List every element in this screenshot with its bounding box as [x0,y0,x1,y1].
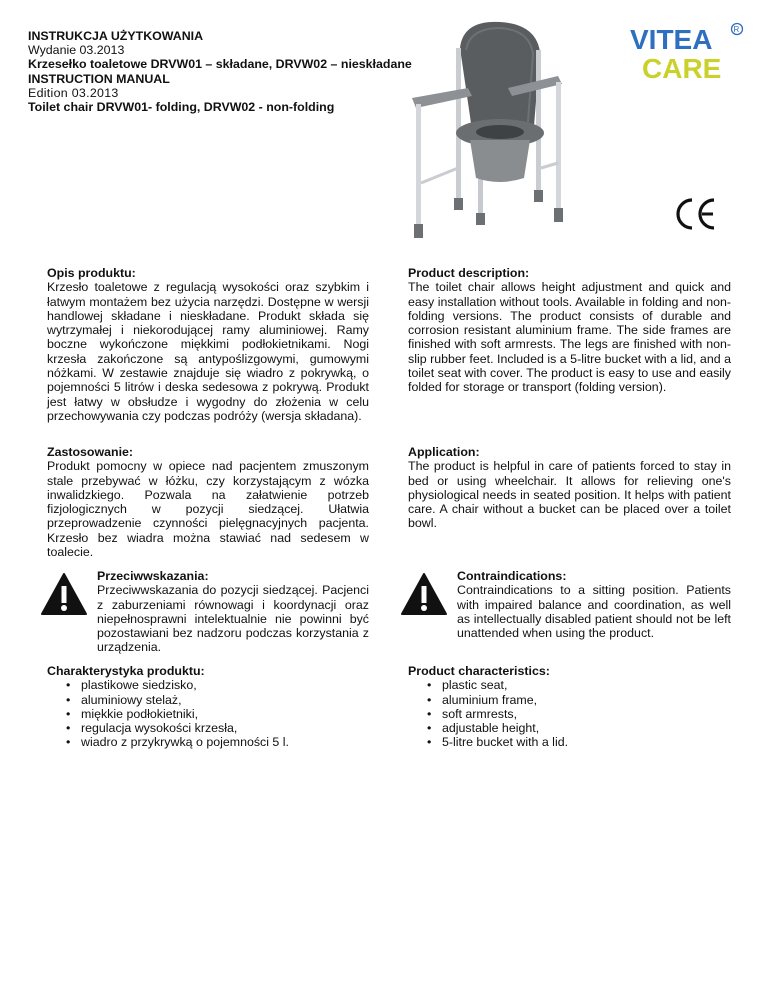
pl-edition: Wydanie 03.2013 [28,43,125,58]
en-characteristics-list [422,678,731,749]
pl-application-text: Produkt pomocny w opiece nad pacjentem zmuszonym stale przebywać w łóżku, czy korzystającym z wózka inwalidzkiego. Pozwala na załatwienie potrzeb fizjologicznych w pozycji siedzącej. Ułatwia przeprowadzenie czynności pielęgnacyjnych pacjenta. Krzesło bez wiadra można stawiać nad sedesem w toalecie. [47,459,369,560]
en-characteristics-section [408,664,731,750]
en-description-section [408,266,731,395]
logo-line2: CARE [642,53,722,82]
toilet-chair-image [408,18,573,255]
list-item: • 5-litre bucket with a lid. [422,735,731,749]
en-title: INSTRUCTION MANUAL [28,71,170,86]
ce-mark-icon [672,196,718,232]
pl-title: INSTRUKCJA UŻYTKOWANIA [28,29,204,43]
pl-description-section [47,266,369,423]
pl-application-section [47,445,369,559]
en-edition: Edition 03.2013 [28,85,119,100]
pl-description-heading: Opis produktu: [47,266,136,280]
pl-characteristics-section [47,664,369,750]
list-item: • plastikowe siedzisko, [61,678,369,692]
list-item: • adjustable height, [422,721,731,735]
list-item: • miękkie podłokietniki, [61,707,369,721]
pl-description-text: Krzesło toaletowe z regulacją wysokości oraz szybkim i łatwym montażem bez użycia narzędzi. Dostępne w wersji handlowej składane i nieskładane. Produkt składa się wytrzymałej i niekorodującej ramy aluminiowej. Ramy boczne wykończone miękkimi podłokietnikami. Nogi krzesła zakończone są antypoślizgowymi, gumowymi nóżkami. W zestawie znajduje się wiadro z pokrywką, o pojemności 5 litrów i deska sedesowa z pokrywą. Produkt jest łatwy w obsłudze i wygodny do złożenia w celu przechowywania czy podczas podróży (wersja składana). [47,280,369,423]
list-item: • soft armrests, [422,707,731,721]
en-contraindications-heading: Contraindications: [457,569,567,583]
pl-characteristics-list [61,678,369,749]
en-contraindications-text: Contraindications to a sitting position. Patients with impaired balance and coordination, as well as intellectually disabled patient should not be left unattended when using the product. [457,583,731,641]
en-application-section [408,445,731,531]
pl-application-heading: Zastosowanie: [47,445,134,459]
pl-characteristics-heading: Charakterystyka produktu: [47,664,205,678]
list-item: • wiadro z przykrywką o pojemności 5 l. [61,735,369,749]
pl-contraindications-text: Przeciwwskazania do pozycji siedzącej. Pacjenci z zaburzeniami równowagi i koordynacji oraz niepełnosprawni intelektualnie nie powinni być pozostawiani bez nadzoru podczas korzystania z urządzenia. [97,583,369,655]
en-description-heading: Product description: [408,266,530,280]
pl-contraindications-section [97,569,369,655]
en-warning-icon [400,572,448,621]
en-application-heading: Application: [408,445,480,459]
pl-contraindications-heading: Przeciwwskazania: [97,569,209,583]
list-item: • plastic seat, [422,678,731,692]
logo-line1: VITEA [630,24,713,55]
list-item: • regulacja wysokości krzesła, [61,721,369,735]
en-application-text: The product is helpful in care of patients forced to stay in bed or using wheelchair. It allows for relieving one's physiological needs in seated position. It helps with patient care. A chair without a bucket can be placed over a toilet bowl. [408,459,731,531]
pl-product-name: Krzesełko toaletowe DRVW01 – składane, DRVW02 – nieskładane [28,57,412,72]
en-contraindications-section [457,569,731,640]
en-product-name: Toilet chair DRVW01- folding, DRVW02 - non-folding [28,100,335,115]
vitea-care-logo [628,22,746,82]
list-item: • aluminiowy stelaż, [61,693,369,707]
logo-registered-mark: R [733,25,740,34]
en-characteristics-heading: Product characteristics: [408,664,550,678]
pl-warning-icon [40,572,88,621]
document-header [28,29,468,114]
list-item: • aluminium frame, [422,693,731,707]
en-description-text: The toilet chair allows height adjustment and quick and easy installation without tools. Available in folding and non-folding versions. The product consists of durable and corrosion resistant aluminium frame. The side frames are finished with soft armrests. The legs are finished with non-slip rubber feet. Included is a 5-litre bucket with a lid, and a toilet seat with cover. The product is easy to use and easily folded for storage or transport (folding version). [408,280,731,395]
